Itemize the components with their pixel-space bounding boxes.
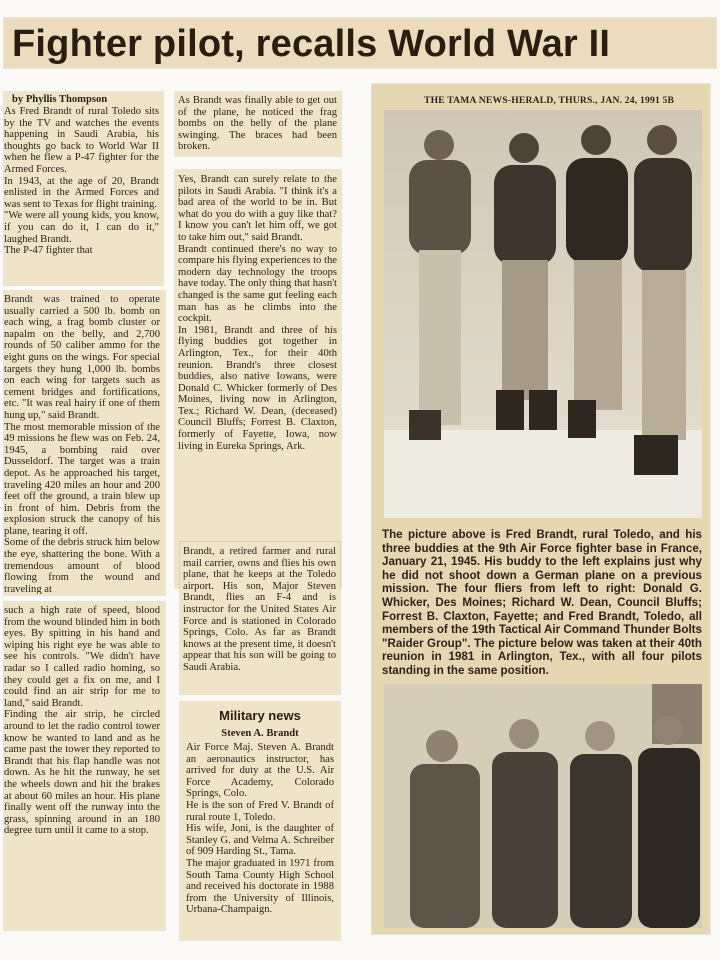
column-2-text-b: Yes, Brandt can surely relate to the pilots in Saudi Arabia. "I think it's a bad area of the world to be in. But what do you do with a guy like that? I know you can't let him off, we got to take him out," said Brandt. Brandt continued there's no way to compare his flying experiences to the modern day technology the troops have today. The only thing that hasn't changed is the same gut feeling each man has as he climbs into the cockpit. In 1981, Brandt and three of his flying buddies got together in Arlington, Tex., for their 40th reunion. Brandt's three closest buddies, also native Iowans, were Donald C. Whicker formerly of Des Moines, living now in Arlington, Tex.; Richard W. Dean, (deceased) Council Bluffs; Forrest B. Claxton, formerly of Fayette, Iowa, now living in Eureka Springs, Ark.: [178, 174, 337, 452]
column-1-text-b: Brandt was trained to operate usually carried a 500 lb. bomb on each wing, a frag bomb cluster or napalm on the belly, and 2,700 rounds of 50 caliber ammo for the eight guns on the wings. For special targets they hung 1,000 lb. bombs on each wing for targets such as cement bridges and fortifications, etc. "It was real hairy if one of them hung up," said Brandt. The most memorable mission of the 49 missions he flew was on Feb. 24, 1945, a bombing raid over Dusseldorf. The target was a train depot. As he approached his target, traveling 420 miles an hour and 200 feet off the ground, a train blew up in front of him. Debris from the explosion struck the canopy of his plane, tearing it off. Some of the debris struck him below the eye, shattering the bone. With a tremendous amount of blood flowing from the wound and traveling at: [4, 294, 160, 594]
military-news-byline: Steven A. Brandt: [221, 728, 299, 739]
dateline: THE TAMA NEWS-HERALD, THURS., JAN. 24, 1991 5B: [424, 95, 675, 106]
column-1-text-a: As Fred Brandt of rural Toledo sits by the TV and watches the events happening in Saudi Arabia, his thoughts go back to World War II when he flew a P-47 fighter for the Armed Forces. In 1943, at the age of 20, Brandt enlisted in the Armed Forces and was sent to Texas for flight training. "We were all young kids, you know, if you can do it, I can do it," laughed Brandt. The P-47 fighter that: [4, 106, 159, 257]
wwii-pilots-photo-illustration: [384, 110, 702, 518]
byline: by Phyllis Thompson: [12, 94, 108, 105]
reunion-photo-illustration: [384, 684, 702, 928]
column-2-text-a: As Brandt was finally able to get out of the plane, he noticed the frag bombs on the belly of the plane swinging. The braces had been broken.: [178, 95, 337, 153]
headline: Fighter pilot, recalls World War II: [12, 23, 611, 65]
wwii-pilots-photo: [384, 110, 702, 518]
photo-caption: The picture above is Fred Brandt, rural Toledo, and his three buddies at the 9th Air Force fighter base in France, January 21, 1945. His buddy to the left explains just why he did not shoot down a German plane on a previous mission. The four fliers from left to right: Donald G. Whicker, Des Moines; Richard W. Dean, Council Bluffs; Forrest B. Claxton, Fayette; and Fred Brandt, Toledo, all members of the 19th Tactical Air Command Thunder Bolts "Raider Group". The picture below was taken at their 40th reunion in 1981 in Arlington, Tex., with all four pilots standing in the same position.: [382, 528, 702, 677]
column-1-text-c: such a high rate of speed, blood from the wound blinded him in both eyes. By spitting in his hand and wiping his right eye he was able to see his controls. "We didn't have radar so I called radio homing, so they could get a fix on me, and I could find an air strip for me to land," said Brandt. Finding the air strip, he circled around to let the radio control tower know he wanted to land and as he came past the tower they reported to Brandt that his flap handle was not down. As he hit the runway, he set the wheels down and hit the brakes at about 60 miles an hour. His plane finally went off the runway into the grass, spinning around in an 180 degree turn until it came to a stop.: [4, 605, 160, 837]
column-2-text-c: Brandt, a retired farmer and rural mail carrier, owns and flies his own plane, that he keeps at the Toledo airport. His son, Major Steven Brandt, flies an F-4 and is instructor for the United States Air Force and is stationed in Colorado Springs, Colo. As far as Brandt knows at the present time, it doesn't appear that his son will be going to Saudi Arabia.: [183, 546, 336, 673]
military-news-text: Air Force Maj. Steven A. Brandt an aeronautics instructor, has arrived for duty at the U.S. Air Force Academy, Colorado Springs, Colo. He is the son of Fred V. Brandt of rural route 1, Toledo. His wife, Joni, is the daughter of Stanley G. and Velma A. Schreiber of 909 Harding St., Tama. The major graduated in 1971 from South Tama County High School and received his doctorate in 1988 from the University of Illinois, Urbana-Champaign.: [186, 742, 334, 916]
military-news-heading: Military news: [219, 708, 301, 723]
reunion-photo: [384, 684, 702, 928]
